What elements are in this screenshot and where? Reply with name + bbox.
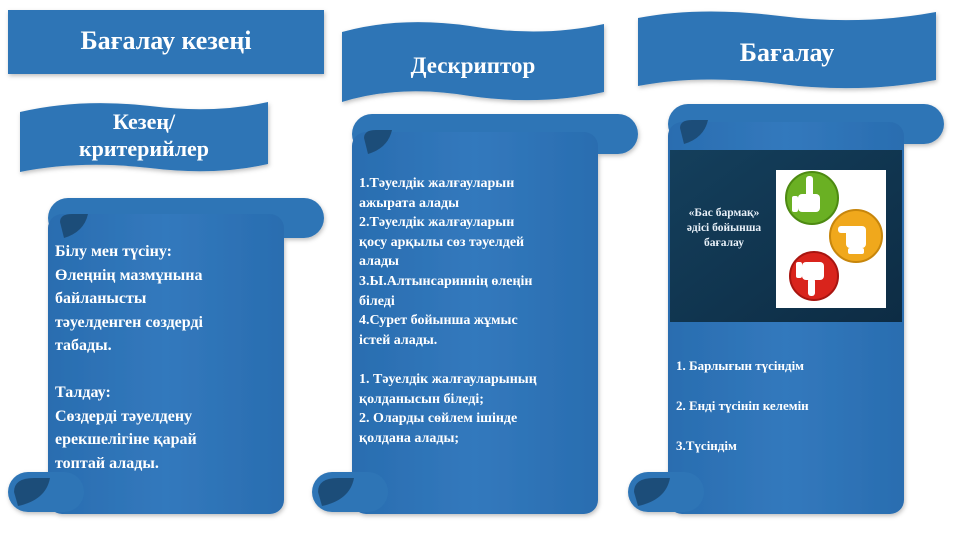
middle-line: қолдана алады; xyxy=(359,430,460,446)
left-line: Сөздерді тәуелдену xyxy=(55,407,193,425)
middle-line: алады xyxy=(359,254,399,270)
criteria-line-1: Кезең/ xyxy=(112,109,176,134)
left-line: Білу мен түсіну: xyxy=(55,243,172,260)
left-line: топтай алады. xyxy=(55,454,159,472)
level-gap xyxy=(676,416,902,436)
middle-line: біледі xyxy=(359,293,395,309)
criteria-line-2: критерийлер xyxy=(78,136,210,161)
caption-line: «Бас бармақ» xyxy=(688,207,760,219)
left-scroll-text xyxy=(55,240,281,475)
level-item: 1. Барлығын түсіндім xyxy=(676,358,805,373)
thumbs-up-icon xyxy=(786,172,838,224)
thumbs-down-icon xyxy=(790,252,838,300)
middle-line: 2. Оларды сөйлем ішінде xyxy=(359,411,518,427)
left-line: Өлеңнің мазмұнына xyxy=(55,266,203,284)
level-gap xyxy=(676,376,902,396)
left-line xyxy=(55,358,281,382)
descriptor-title: Дескриптор xyxy=(410,53,536,78)
middle-line: 1.Тәуелдік жалғауларын xyxy=(359,176,515,191)
middle-line: қолданысын біледі; xyxy=(359,391,484,407)
assessment-title: Бағалау xyxy=(739,38,835,67)
middle-line: ажырата алады xyxy=(359,195,460,211)
middle-scroll-text xyxy=(359,174,595,448)
middle-line xyxy=(359,350,595,370)
assessment-levels xyxy=(676,356,902,456)
left-line: тәуелденген сөздерді xyxy=(55,313,203,331)
criteria-title xyxy=(20,108,268,166)
left-line: ерекшелігіне қарай xyxy=(55,431,197,448)
middle-line: істей алады. xyxy=(359,332,438,348)
middle-line: 4.Сурет бойынша жұмыс xyxy=(359,313,518,329)
caption-line: әдісі бойынша xyxy=(686,222,762,234)
caption-line: бағалау xyxy=(704,237,744,249)
thumbs-sideways-icon xyxy=(830,210,882,262)
middle-line: 3.Ы.Алтынсариннің өлеңін xyxy=(359,273,533,289)
middle-line: 2.Тәуелдік жалғауларын xyxy=(359,215,515,231)
left-line: табады. xyxy=(55,337,112,354)
left-line: Талдау: xyxy=(55,384,111,401)
stage-title: Бағалау кезеңі xyxy=(80,26,252,55)
middle-line: қосу арқылы сөз тәуелдей xyxy=(359,234,525,250)
image-caption xyxy=(672,206,776,251)
level-item: 2. Енді түсініп келемін xyxy=(676,398,809,413)
level-item: 3.Түсіндім xyxy=(676,438,737,453)
middle-line: 1. Тәуелдік жалғауларының xyxy=(359,371,537,387)
left-line: байланысты xyxy=(55,290,147,307)
